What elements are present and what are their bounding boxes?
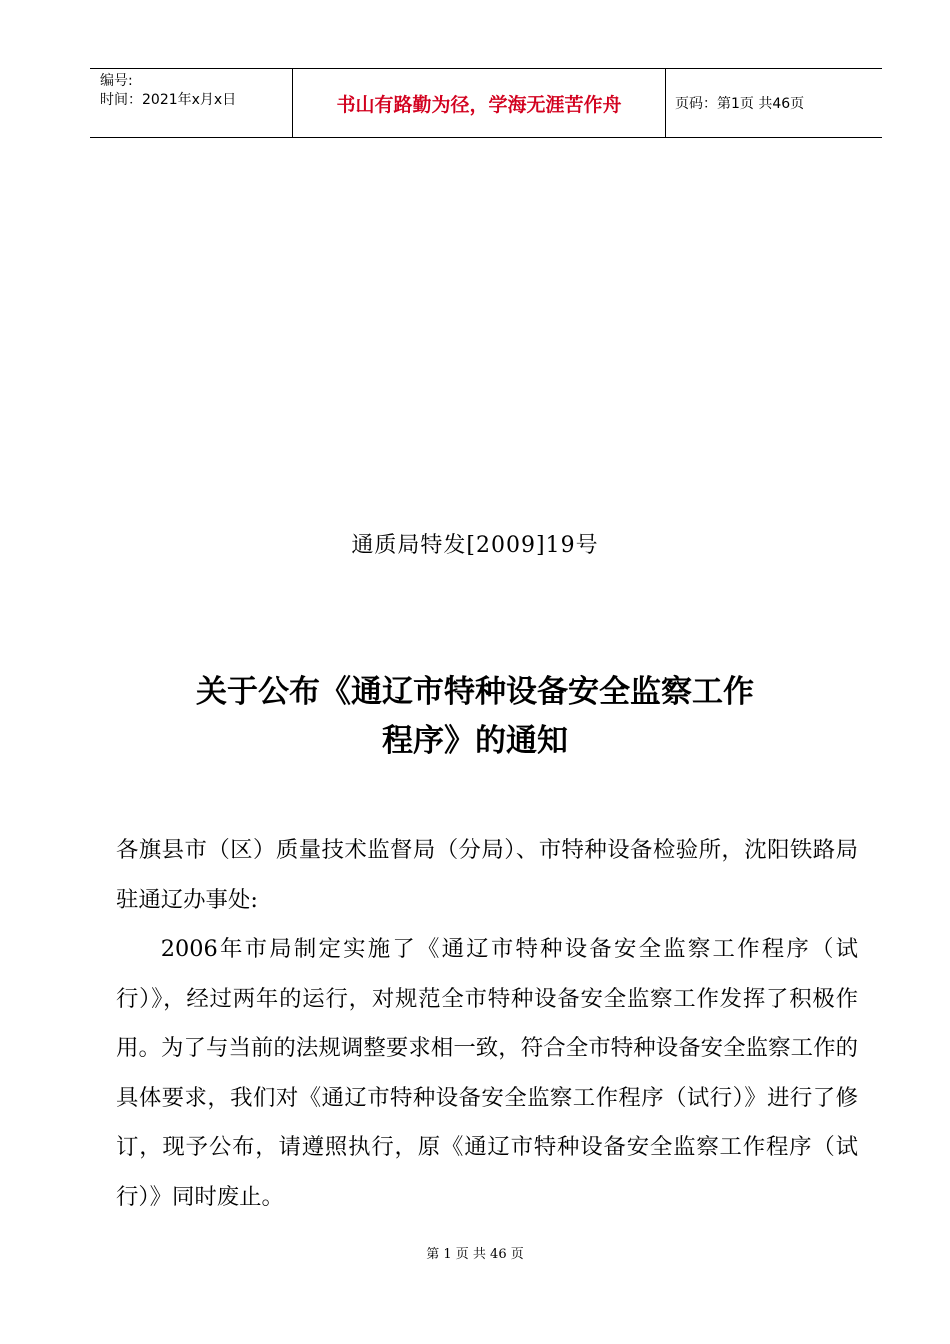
title-line-2: 程序》的通知 [382,723,568,759]
serial-label: 编号: [100,73,133,89]
salutation: 各旗县市（区）质量技术监督局（分局）、市特种设备检验所，沈阳铁路局驻通辽办事处: [116,837,858,913]
page-footer: 第 1 页 共 46 页 [426,1247,524,1262]
document-title [0,668,950,766]
header-meta [90,69,293,137]
header-motto: 书山有路勤为径，学海无涯苦作舟 [293,69,666,137]
title-line-1: 关于公布《通辽市特种设备安全监察工作 [196,674,754,710]
document-body [116,826,858,1222]
document-number: 通质局特发[2009]19号 [351,533,599,558]
time-label: 时间：2021年x月x日 [100,92,237,108]
page-header [90,68,882,138]
header-page-info: 页码：第1页 共46页 [675,96,805,112]
body-paragraph: 2006年市局制定实施了《通辽市特种设备安全监察工作程序（试行）》，经过两年的运行，对规范全市特种设备安全监察工作发挥了积极作用。为了与当前的法规调整要求相一致，符合全市特种设备安全监察工作的具体要求，我们对《通辽市特种设备安全监察工作程序（试行）》进行了修订，现予公布，请遵照执行，原《通辽市特种设备安全监察工作程序（试行）》同时废止。 [116,936,858,1210]
